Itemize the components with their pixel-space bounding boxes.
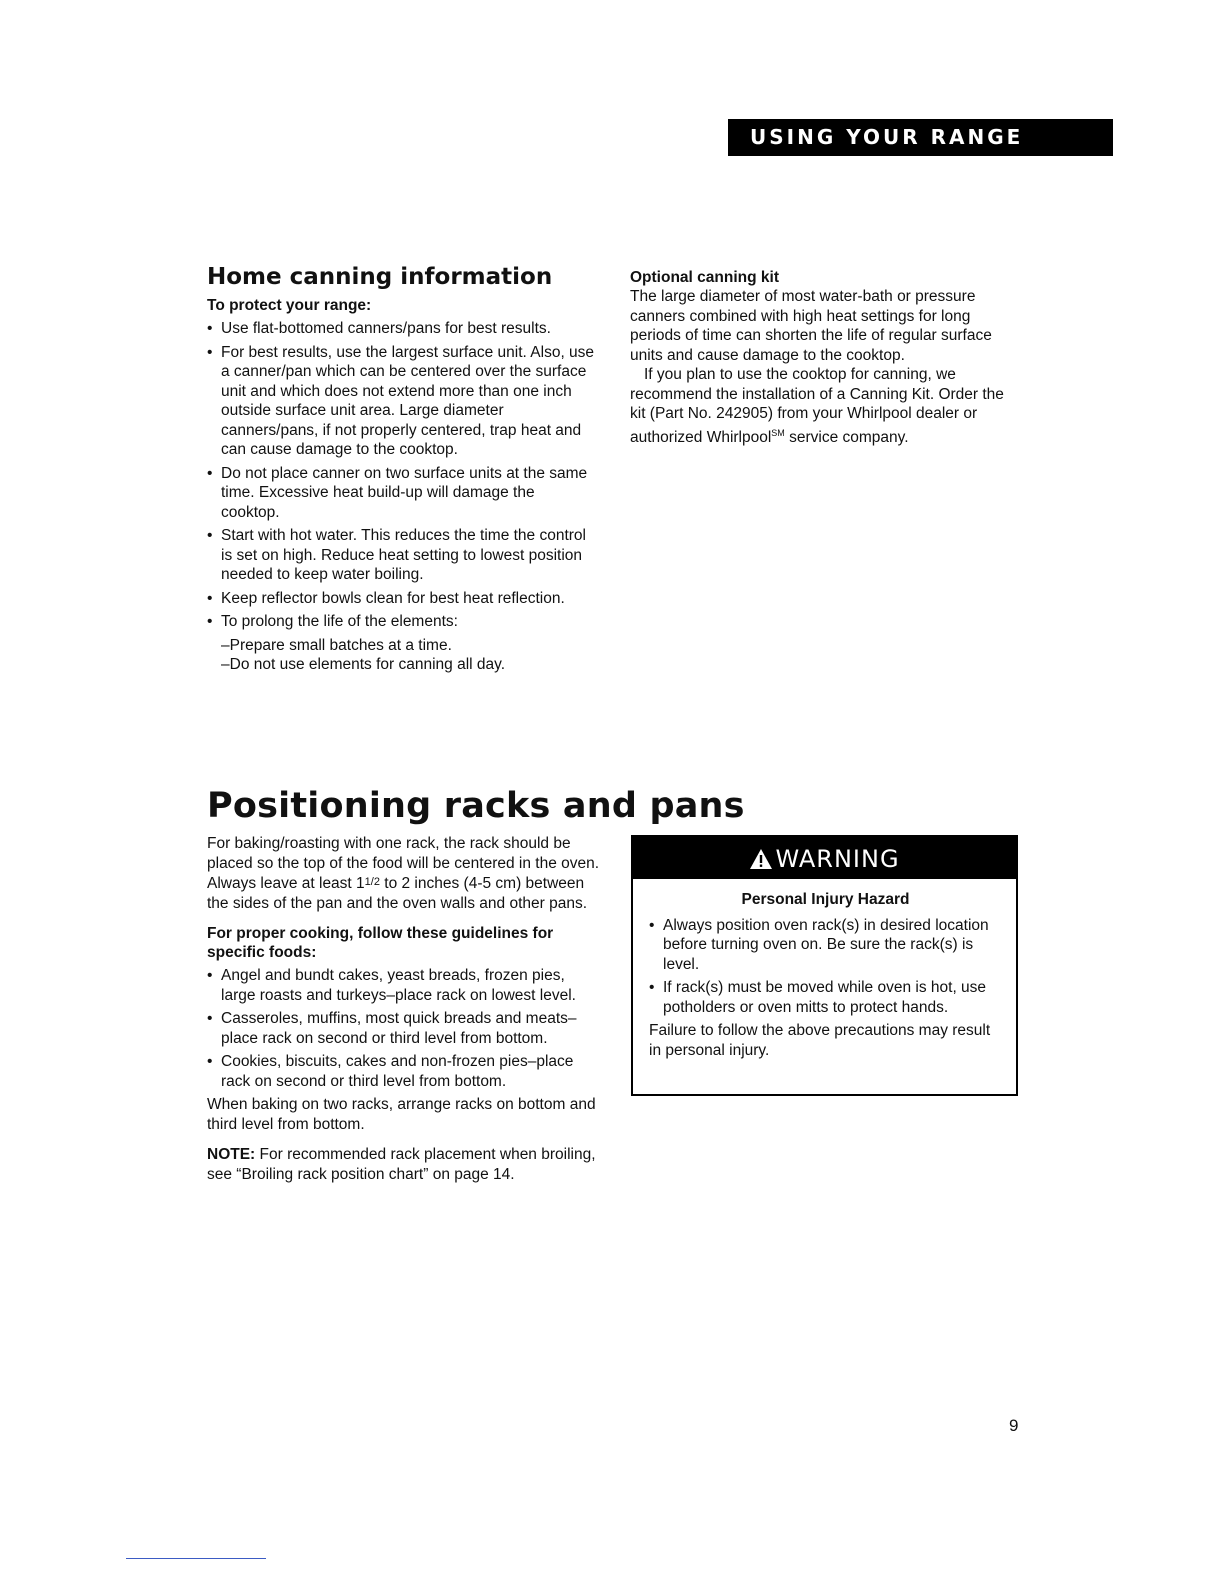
positioning-bullet-list [207, 966, 602, 1091]
note-paragraph [207, 1145, 602, 1184]
optional-kit-section [630, 268, 1020, 447]
canning-heading: Home canning information [207, 264, 553, 290]
intro-text-b: to 2 inches (4-5 cm) between the sides of the pan and the oven walls and other pans. [207, 875, 588, 912]
canning-subheading: To protect your range: [207, 297, 372, 314]
optional-kit-text: If you plan to use the cooktop for canning, we recommend the installation of a Canning Kit. Order the kit (Part No. 242905) from your Whirlpool dealer or authorized Whirlpool [630, 366, 1004, 446]
optional-kit-text-end: service company. [784, 428, 909, 446]
list-item: • Use flat-bottomed canners/pans for best results. [207, 319, 597, 339]
list-item: • If rack(s) must be moved while oven is hot, use potholders or oven mitts to protect hands. [649, 978, 1002, 1017]
warning-triangle-icon [749, 848, 773, 870]
page-number: 9 [1009, 1416, 1019, 1435]
canning-section [207, 296, 597, 675]
dash-item: –Prepare small batches at a time. [221, 636, 452, 654]
warning-title: Personal Injury Hazard [741, 891, 910, 908]
two-racks-paragraph: When baking on two racks, arrange racks on bottom and third level from bottom. [207, 1096, 596, 1133]
section-banner [728, 119, 1113, 156]
list-item: • Cookies, biscuits, cakes and non-frozen pies–place rack on second or third level from bottom. [207, 1052, 602, 1091]
fraction-half: 1/2 [364, 876, 380, 888]
optional-kit-paragraph-2 [630, 365, 1020, 447]
warning-box [631, 835, 1018, 1096]
list-item: • Always position oven rack(s) in desired location before turning oven on. Be sure the rack(s) is level. [649, 916, 1002, 975]
list-item: • Start with hot water. This reduces the time the control is set on high. Reduce heat setting to lowest position needed to keep water boiling. [207, 526, 597, 585]
warning-bullet-list [649, 916, 1002, 1018]
warning-label: WARNING [775, 845, 900, 873]
optional-kit-paragraph: The large diameter of most water-bath or pressure canners combined with high heat settings for long periods of time can shorten the life of regular surface units and cause damage to the cooktop. [630, 288, 992, 364]
canning-bullet-list [207, 319, 597, 632]
list-item: • Do not place canner on two surface units at the same time. Excessive heat build-up will damage the cooktop. [207, 464, 597, 523]
warning-header [633, 837, 1016, 879]
note-text: For recommended rack placement when broiling, see “Broiling rack position chart” on page 14. [207, 1146, 596, 1183]
positioning-intro [207, 834, 602, 913]
note-label: NOTE: [207, 1146, 256, 1163]
optional-kit-heading: Optional canning kit [630, 269, 779, 286]
warning-body [633, 879, 1016, 1060]
list-item: • To prolong the life of the elements: [207, 612, 597, 632]
dash-item: –Do not use elements for canning all day. [221, 656, 506, 673]
footer-rule [126, 1558, 266, 1559]
list-item: • Casseroles, muffins, most quick breads and meats–place rack on second or third level from bottom. [207, 1009, 602, 1048]
positioning-subheading: For proper cooking, follow these guidelines for specific foods: [207, 925, 554, 961]
section-title: USING YOUR RANGE [750, 125, 1024, 149]
intro-text-a: For baking/roasting with one rack, the rack should be placed so the top of the food will be centered in the oven. Always leave at least 1 [207, 835, 600, 892]
positioning-section [207, 834, 602, 1184]
list-item: • Angel and bundt cakes, yeast breads, frozen pies, large roasts and turkeys–place rack on lowest level. [207, 966, 602, 1005]
warning-footer: Failure to follow the above precautions may result in personal injury. [649, 1022, 991, 1059]
service-mark: SM [771, 427, 785, 438]
list-item: • Keep reflector bowls clean for best heat reflection. [207, 589, 597, 609]
list-item: • For best results, use the largest surface unit. Also, use a canner/pan which can be centered over the surface unit and which does not extend more than one inch outside surface unit area. Large diameter canners/pans, if not properly centered, trap heat and can cause damage to the cooktop. [207, 343, 597, 460]
positioning-heading: Positioning racks and pans [207, 786, 745, 826]
